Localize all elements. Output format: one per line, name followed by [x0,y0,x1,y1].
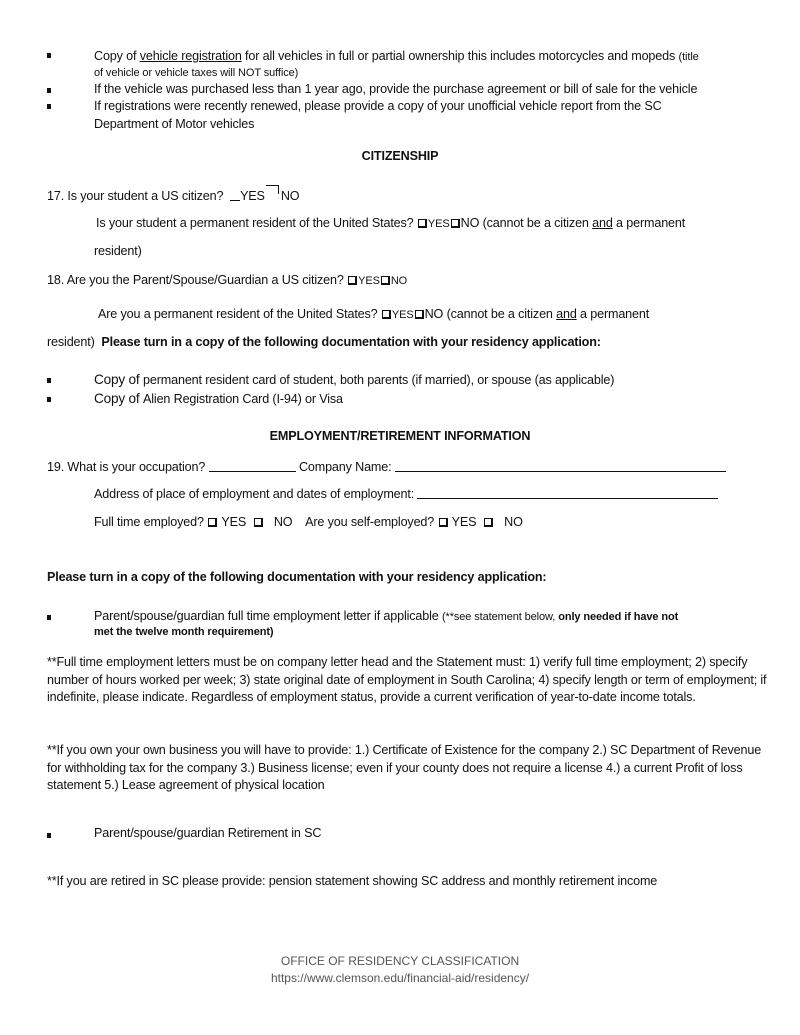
employment-address-field[interactable] [417,487,718,499]
employment-status-row: Full time employed? YES NO Are you self-employed? YES NO [94,515,523,529]
employment-letter-item-line2: met the twelve month requirement) [94,626,274,638]
employment-letter-requirements: **Full time employment letters must be on company letter head and the Statement must: 1) verify full time employment; 2) specify number of hours worked per week; 3) state original date of employment in South Carolina; 4) specify length or term of employment; if indefinite, please indicate. Regardless of employment status, provide a current verification of year-to-date income totals. [47,655,767,705]
self-employed-yes-checkbox[interactable] [439,518,448,527]
q17-no-checkbox[interactable] [266,185,279,194]
question-17b: Is your student a permanent resident of the United States? YES NO (cannot be a citizen and a permanent [96,216,686,230]
vehicle-registration-note: of vehicle or vehicle taxes will NOT suffice) [94,67,299,79]
q18-no-checkbox[interactable] [381,276,390,285]
vehicle-report-item: If registrations were recently renewed, please provide a copy of your unofficial vehicle report from the SC [94,99,662,113]
employment-turn-in-instruction: Please turn in a copy of the following documentation with your residency application: [47,570,547,584]
bullet-icon [47,397,51,402]
bullet-icon [47,833,51,838]
question-17: 17. Is your student a US citizen? YES NO [47,185,299,203]
vehicle-report-item-line2: Department of Motor vehicles [94,117,255,131]
self-employed-no-checkbox[interactable] [484,518,493,527]
retirement-requirements: **If you are retired in SC please provide: pension statement showing SC address and monthly retirement income [47,874,658,888]
bullet-icon [47,104,51,109]
business-owner-requirements: **If you own your own business you will have to provide: 1.) Certificate of Existence for the company 2.) SC Department of Revenue for withholding tax for the company 3.) Business license; even if your county does not require a license 4.) a current Profit of loss statement 5.) Lease agreement of physical location [47,743,762,793]
purchase-agreement-item: If the vehicle was purchased less than 1 year ago, provide the purchase agreement or bill of sale for the vehicle [94,82,698,96]
citizenship-heading: CITIZENSHIP [361,149,439,163]
alien-registration-card-item: Copy of Alien Registration Card (I-94) or Visa [94,391,343,406]
occupation-field[interactable] [209,460,296,472]
question-19: 19. What is your occupation? Company Name: [47,460,726,474]
bullet-icon [47,378,51,383]
vehicle-registration-item: Copy of vehicle registration for all vehicles in full or partial ownership this includes motorcycles and mopeds (title [94,49,699,63]
q18b-no-checkbox[interactable] [415,310,424,319]
company-name-field[interactable] [395,460,726,472]
q18-yes-checkbox[interactable] [348,276,357,285]
employment-heading: EMPLOYMENT/RETIREMENT INFORMATION [269,429,531,443]
permanent-resident-card-item: Copy of permanent resident card of student, both parents (if married), or spouse (as applicable) [94,372,615,387]
footer-office-name: OFFICE OF RESIDENCY CLASSIFICATION [280,954,520,968]
employment-letter-item: Parent/spouse/guardian full time employment letter if applicable (**see statement below, only needed if have not [94,609,679,623]
question-17b-line2: resident) [94,244,142,258]
bullet-icon [47,53,51,58]
question-18: 18. Are you the Parent/Spouse/Guardian a US citizen? YES NO [47,273,408,287]
retirement-item: Parent/spouse/guardian Retirement in SC [94,826,322,840]
fulltime-yes-checkbox[interactable] [208,518,217,527]
question-18b: Are you a permanent resident of the United States? YES NO (cannot be a citizen and a permanent [98,307,650,321]
bullet-icon [47,88,51,93]
question-18b-line2: resident) Please turn in a copy of the following documentation with your residency application: [47,335,601,349]
q17b-yes-checkbox[interactable] [418,219,427,228]
fulltime-no-checkbox[interactable] [254,518,263,527]
q18b-yes-checkbox[interactable] [382,310,391,319]
q17b-no-checkbox[interactable] [451,219,460,228]
vehicle-registration-link: vehicle registration [139,49,242,63]
footer-url[interactable]: https://www.clemson.edu/financial-aid/residency/ [270,971,530,985]
employment-address-row: Address of place of employment and dates of employment: [94,487,718,501]
bullet-icon [47,615,51,620]
q17-yes-checkbox[interactable] [230,189,240,201]
citizenship-turn-in-instruction: Please turn in a copy of the following documentation with your residency application: [101,335,601,349]
